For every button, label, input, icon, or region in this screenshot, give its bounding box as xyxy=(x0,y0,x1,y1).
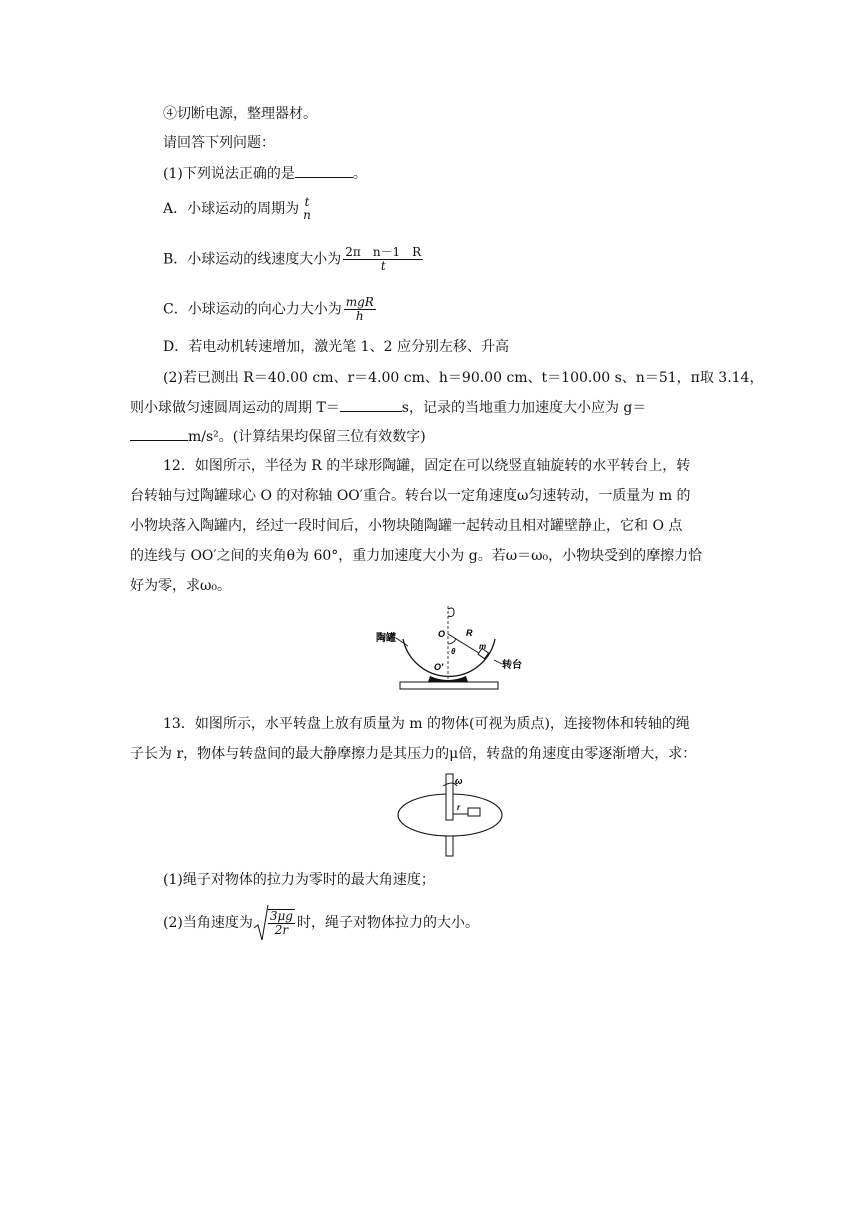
problem-13-line2: 子长为 r，物体与转盘间的最大静摩擦力是其压力的μ倍，转盘的角速度由零逐渐增大，求： xyxy=(130,746,697,762)
turntable xyxy=(400,682,498,689)
question-2-g-text: s，记录的当地重力加速度大小应为 g＝ xyxy=(401,400,647,416)
option-a xyxy=(163,196,315,222)
label-table: 转台 xyxy=(502,660,522,671)
fraction-denominator: h xyxy=(355,309,364,323)
axle-bottom xyxy=(446,836,453,856)
question-2-line3 xyxy=(130,426,426,447)
option-a-text: A．小球运动的周期为 xyxy=(163,201,300,217)
axle-top xyxy=(446,774,453,820)
question-13-2 xyxy=(163,904,479,942)
fraction-numerator: 2π n－1 R xyxy=(345,245,422,259)
object-block xyxy=(468,808,480,816)
answer-blank-period xyxy=(340,397,402,412)
label-omega: ω xyxy=(455,776,463,786)
option-d: D．若电动机转速增加，激光笔 1、2 应分别左移、升高 xyxy=(163,339,509,355)
answer-blank-g xyxy=(130,426,188,441)
question-1-text: (1)下列说法正确的是 xyxy=(163,166,295,182)
answer-blank xyxy=(295,163,353,178)
option-b-text: B．小球运动的线速度大小为 xyxy=(163,251,342,268)
option-c xyxy=(163,296,378,323)
question-2-unit-text: m/s²。(计算结果均保留三位有效数字) xyxy=(188,429,426,445)
rotation-arrow-icon xyxy=(448,608,454,617)
fraction-numerator: 3μg xyxy=(269,909,293,923)
fraction-denominator: n xyxy=(303,208,311,222)
fraction-denominator: t xyxy=(380,259,386,273)
question-13-2-suffix: 时，绳子对物体拉力的大小。 xyxy=(296,915,479,931)
label-O-prime: O′ xyxy=(434,662,444,672)
theta-arc xyxy=(448,639,456,644)
question-1-suffix: 。 xyxy=(352,166,367,182)
fraction-numerator: mgR xyxy=(345,295,374,309)
label-O: O xyxy=(438,629,446,639)
option-b xyxy=(163,246,425,273)
figure-pot-turntable xyxy=(370,604,530,694)
question-1 xyxy=(163,163,367,184)
step-4: ④切断电源，整理器材。 xyxy=(163,106,317,122)
sqrt-sign-icon xyxy=(253,904,269,942)
sqrt-fraction xyxy=(268,909,295,937)
figure-turntable-rope xyxy=(395,770,505,860)
fraction-numerator: t xyxy=(304,195,310,209)
problem-12-line4: 的连线与 OO′之间的夹角θ为 60°，重力加速度大小为 g。若ω＝ω₀，小物块受到的摩擦力恰 xyxy=(130,548,703,564)
problem-12-line5: 好为零，求ω₀。 xyxy=(130,578,232,594)
question-2-period-text: 则小球做匀速圆周运动的周期 T＝ xyxy=(130,400,340,416)
fraction-velocity xyxy=(343,246,423,273)
question-prompt: 请回答下列问题： xyxy=(163,135,275,151)
fraction-force xyxy=(344,296,376,323)
label-theta: θ xyxy=(451,647,456,656)
fraction-denominator: 2r xyxy=(274,923,289,937)
label-R: R xyxy=(466,628,473,638)
problem-12-line2: 台转轴与过陶罐球心 O 的对称轴 OO′重合。转台以一定角速度ω匀速转动，一质量为 m 的 xyxy=(130,488,691,504)
question-13-2-text: (2)当角速度为 xyxy=(163,915,253,931)
question-2-line1: (2)若已测出 R＝40.00 cm、r＝4.00 cm、h＝90.00 cm、t＝100.00 s、n＝51，π取 3.14， xyxy=(163,370,764,386)
problem-13-line1: 13．如图所示，水平转盘上放有质量为 m 的物体(可视为质点)，连接物体和转轴的绳 xyxy=(163,716,690,732)
fraction-t-over-n xyxy=(301,196,313,222)
label-m: m xyxy=(479,642,487,651)
question-2-line2 xyxy=(130,397,646,418)
question-13-1: (1)绳子对物体的拉力为零时的最大角速度； xyxy=(163,872,435,888)
label-r: r xyxy=(457,803,461,812)
option-c-text: C．小球运动的向心力大小为 xyxy=(163,301,342,318)
problem-12-line3: 小物块落入陶罐内，经过一段时间后，小物块随陶罐一起转动且相对罐壁静止，它和 O 点 xyxy=(130,518,683,534)
problem-12-line1: 12．如图所示，半径为 R 的半球形陶罐，固定在可以绕竖直轴旋转的水平转台上，转 xyxy=(163,458,691,474)
label-pot: 陶罐 xyxy=(376,633,396,644)
sqrt-expression xyxy=(253,904,297,942)
